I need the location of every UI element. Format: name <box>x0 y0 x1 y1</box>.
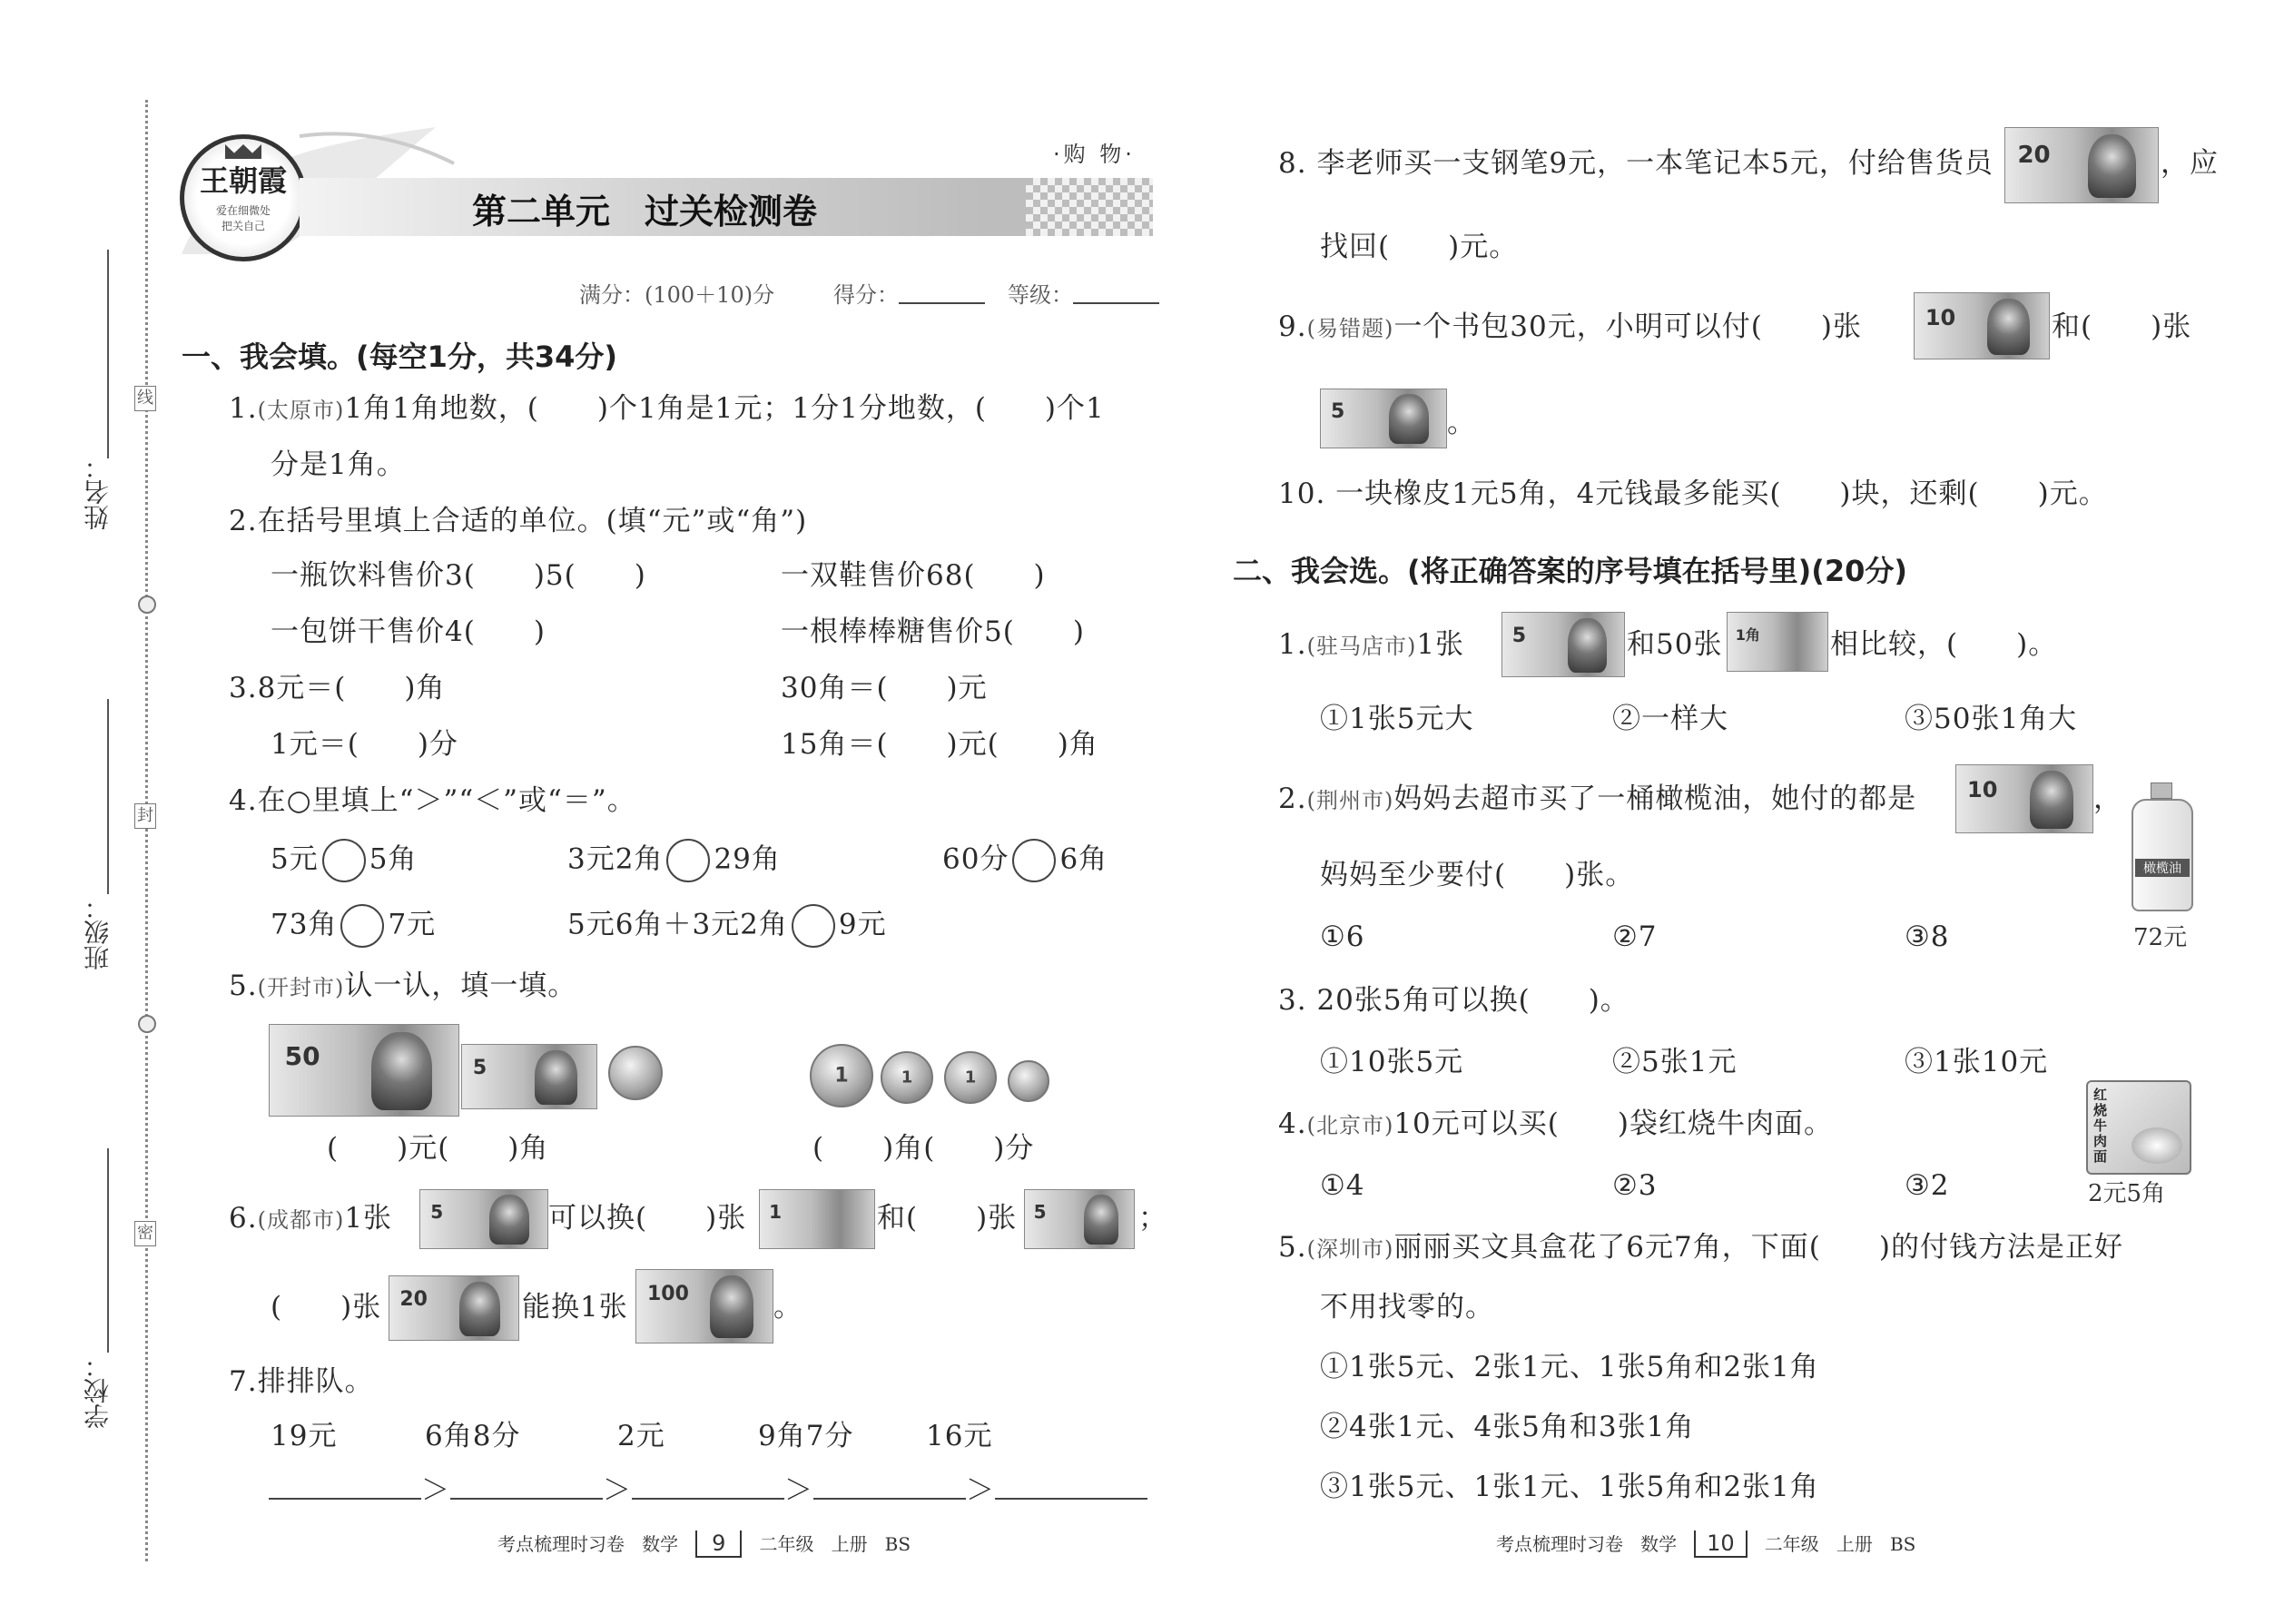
footer-right <box>1496 1530 1915 1558</box>
q6-number: 6. <box>229 1202 258 1235</box>
footer-series: 考点梳理时习卷 <box>497 1533 625 1555</box>
binding-hole-icon <box>138 595 156 614</box>
footer-volume: 上册 <box>1836 1533 1873 1555</box>
c2-text-2: ， <box>2093 782 2122 815</box>
banknote-value: 20 <box>2017 141 2051 169</box>
footer-subject: 数学 <box>642 1533 679 1555</box>
banknote-value: 50 <box>284 1041 320 1071</box>
coin-value: 1 <box>964 1068 977 1088</box>
footer-left <box>497 1530 911 1558</box>
compare-circle[interactable] <box>666 839 710 882</box>
q7-item: 19元 <box>271 1420 338 1452</box>
q4-compare-b <box>567 839 781 882</box>
q10-text[interactable]: 一块橡皮1元5角，4元钱最多能买( )块，还剩( )元。 <box>1335 477 2108 510</box>
checker-pattern <box>1026 178 1153 236</box>
c3-option-2[interactable]: ②5张1元 <box>1612 1046 1738 1078</box>
c5-text-1[interactable]: 丽丽买文具盒花了6元7角，下面( )的付钱方法是正好 <box>1393 1231 2123 1264</box>
q1-number: 1. <box>229 392 258 425</box>
class-label: 班级： <box>83 894 113 970</box>
c2-option-1[interactable]: ①6 <box>1320 920 1365 953</box>
q4-a-left: 5元 <box>271 842 319 876</box>
c4-text[interactable]: 10元可以买( )袋红烧牛肉面。 <box>1393 1107 1833 1140</box>
score-field[interactable] <box>899 302 985 304</box>
q4-text: 在○里填上“＞”“＜”或“＝”。 <box>257 784 636 817</box>
q6-line1 <box>229 1200 392 1238</box>
order-blank[interactable] <box>632 1469 784 1500</box>
q4-b-left: 3元2角 <box>567 842 664 876</box>
bottle-label: 橄榄油 <box>2135 859 2190 877</box>
q3-item-d[interactable]: 15角＝( )元( )角 <box>781 728 1098 761</box>
q7-item: 6角8分 <box>425 1420 521 1452</box>
q7-item: 2元 <box>617 1420 665 1452</box>
c1-text-2: 和50张 <box>1627 628 1723 661</box>
c5-option-1[interactable]: ①1张5元、2张1元、1张5角和2张1角 <box>1320 1351 1819 1383</box>
c1-source-tag: (驻马店市) <box>1306 634 1417 659</box>
coin-value: 1 <box>834 1064 849 1088</box>
q2-line <box>229 503 807 539</box>
q9-text-1[interactable]: 一个书包30元，小明可以付( )张 <box>1393 310 1862 343</box>
c1-text-3[interactable]: 相比较，( )。 <box>1830 628 2058 661</box>
q5-answer-right[interactable]: ( )角( )分 <box>812 1132 1035 1165</box>
compare-circle[interactable] <box>1012 839 1056 882</box>
banknote-value: 5 <box>1331 399 1345 423</box>
coin-1-jiao-icon <box>944 1051 997 1104</box>
q5-answer-left[interactable]: ( )元( )角 <box>327 1132 549 1165</box>
c2-price: 72元 <box>2133 924 2188 951</box>
banknote-value: 5 <box>472 1056 487 1079</box>
q4-number: 4. <box>229 784 258 817</box>
grade-label: 等级： <box>1008 282 1073 308</box>
q5-number: 5. <box>229 969 258 1002</box>
q4-e-left: 5元6角＋3元2角 <box>567 908 788 941</box>
coin-1-jiao-icon <box>608 1046 663 1100</box>
q4-compare-d <box>271 904 436 948</box>
c3-number: 3. <box>1278 984 1307 1017</box>
order-blank[interactable] <box>450 1469 603 1500</box>
compare-circle[interactable] <box>792 904 835 948</box>
q7-item: 16元 <box>926 1420 993 1452</box>
q4-a-right: 5角 <box>369 842 418 876</box>
banknote-value: 5 <box>1033 1200 1047 1223</box>
q7-item: 9角7分 <box>758 1420 854 1452</box>
school-line[interactable] <box>107 1148 109 1353</box>
footer-edition: BS <box>1889 1533 1916 1555</box>
logo-motto: 爱在细微处 <box>215 204 271 217</box>
coin-5-fen-icon <box>1008 1060 1049 1102</box>
page-number: 10 <box>1694 1530 1748 1558</box>
coin-1-yuan-icon <box>810 1044 873 1107</box>
q10-line <box>1278 476 2108 512</box>
c4-number: 4. <box>1278 1107 1307 1140</box>
cut-mark-tight: 密 <box>134 1221 156 1246</box>
footer-grade: 二年级 <box>759 1533 814 1555</box>
c5-text-2: 不用找零的。 <box>1320 1291 1494 1324</box>
c3-line <box>1278 982 1629 1019</box>
c3-option-3[interactable]: ③1张10元 <box>1905 1046 2049 1078</box>
greater-than: ＞ <box>784 1474 813 1507</box>
q9-source-tag: (易错题) <box>1306 316 1394 341</box>
footer-grade: 二年级 <box>1764 1533 1819 1555</box>
crown-icon <box>225 144 261 159</box>
c2-source-tag: (荆州市) <box>1306 788 1394 813</box>
c1-line <box>1278 626 1464 664</box>
olive-oil-bottle-icon <box>2132 782 2191 910</box>
q5-line <box>229 968 576 1006</box>
banknote-10-yuan-icon <box>1914 292 2050 359</box>
greater-than: ＞ <box>603 1474 632 1507</box>
footer-subject: 数学 <box>1640 1533 1678 1555</box>
name-label: 姓名： <box>83 454 113 530</box>
compare-circle[interactable] <box>340 904 384 948</box>
q7-line <box>229 1363 374 1400</box>
c4-option-2[interactable]: ②3 <box>1612 1169 1658 1202</box>
q9-text-3: 。 <box>1447 407 1476 439</box>
q4-b-right: 29角 <box>714 842 781 876</box>
banknote-1-jiao-icon <box>1727 612 1828 672</box>
banknote-50-yuan-icon <box>269 1024 459 1117</box>
c4-price: 2元5角 <box>2088 1180 2166 1207</box>
topic-label: ·购 物· <box>1053 142 1136 167</box>
section-1-title: 一、我会填。(每空1分，共34分) <box>182 340 618 374</box>
q5-text: 认一认，填一填。 <box>344 969 577 1002</box>
binding-dotted-line <box>145 100 148 1561</box>
c2-option-2[interactable]: ②7 <box>1612 920 1658 953</box>
q6-text-6: 能换1张 <box>522 1291 628 1324</box>
c4-option-3[interactable]: ③2 <box>1905 1169 1950 1202</box>
c3-option-1[interactable]: ①10张5元 <box>1320 1046 1464 1078</box>
footer-edition: BS <box>884 1533 911 1555</box>
q7-number: 7. <box>229 1365 258 1398</box>
c5-option-2[interactable]: ②4张1元、4张5角和3张1角 <box>1320 1411 1695 1443</box>
logo-brand: 王朝霞 <box>199 163 287 198</box>
q6-text-5[interactable]: ( )张 <box>271 1291 382 1324</box>
q6-text-2[interactable]: 可以换( )张 <box>548 1202 747 1235</box>
c3-text[interactable]: 20张5角可以换( )。 <box>1316 984 1629 1017</box>
q3-item-a[interactable]: 8元＝( )角 <box>257 672 446 704</box>
q10-number: 10. <box>1278 477 1326 510</box>
grade-field[interactable] <box>1073 302 1159 304</box>
banknote-value: 100 <box>647 1283 689 1306</box>
q8-number: 8. <box>1278 147 1307 180</box>
full-score: 满分：(100＋10)分 <box>579 282 775 308</box>
footer-series: 考点梳理时习卷 <box>1496 1533 1623 1555</box>
banknote-value: 1角 <box>1735 625 1760 644</box>
q4-compare-a <box>271 839 417 882</box>
banknote-100-yuan-icon <box>635 1269 773 1343</box>
order-blank[interactable] <box>813 1469 966 1500</box>
q4-compare-c <box>942 839 1108 882</box>
banknote-10-yuan-icon <box>1955 764 2093 833</box>
logo-badge <box>180 134 307 261</box>
q6-source-tag: (成都市) <box>257 1207 345 1233</box>
q6-text-3[interactable]: 和( )张 <box>877 1202 1018 1235</box>
q8-text-1: 李老师买一支钢笔9元，一本笔记本5元，付给售货员 <box>1316 147 1994 180</box>
banknote-value: 1 <box>769 1200 782 1223</box>
q4-d-left: 73角 <box>271 908 338 941</box>
order-blank[interactable] <box>269 1469 421 1500</box>
q4-line <box>229 782 636 819</box>
banknote-5-yuan-icon <box>1501 612 1625 677</box>
q7-order-row <box>269 1469 1147 1509</box>
score-label: 得分： <box>833 282 899 308</box>
c5-line <box>1278 1229 2123 1267</box>
q1-source-tag: (太原市) <box>257 398 345 423</box>
c1-number: 1. <box>1278 628 1307 661</box>
logo-motto-2: 把关自己 <box>221 220 265 232</box>
coin-1-jiao-icon <box>881 1051 933 1104</box>
q3-number: 3. <box>229 672 258 704</box>
c1-option-2[interactable]: ②一样大 <box>1612 703 1728 735</box>
page-number: 9 <box>695 1530 742 1558</box>
banknote-20-yuan-icon <box>2004 127 2159 203</box>
q2-text: 在括号里填上合适的单位。(填“元”或“角”) <box>257 505 808 537</box>
c4-source-tag: (北京市) <box>1306 1113 1394 1138</box>
greater-than: ＞ <box>421 1474 450 1507</box>
q6-text-7: 。 <box>773 1291 802 1324</box>
q1-line1 <box>229 390 1105 428</box>
q6-text-4: ； <box>1138 1202 1167 1235</box>
q9-text-2[interactable]: 和( )张 <box>2052 310 2192 343</box>
q2-item-c[interactable]: 一包饼干售价4( ) <box>271 615 546 648</box>
c4-line <box>1278 1106 1833 1144</box>
c2-number: 2. <box>1278 782 1307 815</box>
footer-volume: 上册 <box>831 1533 868 1555</box>
c5-number: 5. <box>1278 1231 1307 1264</box>
greater-than: ＞ <box>966 1474 995 1507</box>
q1-text[interactable]: 1角1角地数，( )个1角是1元；1分1分地数，( )个1 <box>344 392 1105 425</box>
class-line[interactable] <box>107 699 109 894</box>
q7-text: 排排队。 <box>257 1365 374 1398</box>
q2-item-a[interactable]: 一瓶饮料售价3( )5( ) <box>271 559 646 592</box>
school-label: 学校： <box>83 1353 113 1429</box>
q4-c-left: 60分 <box>942 842 1009 876</box>
c1-option-3[interactable]: ③50张1角大 <box>1905 703 2078 735</box>
c1-text-1: 1张 <box>1416 628 1465 661</box>
name-line[interactable] <box>107 250 109 458</box>
banknote-value: 10 <box>1967 777 1998 803</box>
binding-hole-icon <box>138 1015 156 1033</box>
q3-item-c[interactable]: 1元＝( )分 <box>271 728 458 761</box>
q6-text-1: 1张 <box>344 1202 393 1235</box>
q4-d-right: 7元 <box>388 908 437 941</box>
q4-c-right: 6角 <box>1059 842 1108 876</box>
banknote-value: 5 <box>1511 624 1527 647</box>
banknote-5-yuan-icon <box>1320 389 1447 448</box>
banknote-5-jiao-icon <box>1024 1189 1135 1249</box>
c5-option-3[interactable]: ③1张5元、1张1元、1张5角和2张1角 <box>1320 1471 1819 1503</box>
c1-option-1[interactable]: ①1张5元大 <box>1320 703 1474 735</box>
order-blank[interactable] <box>995 1469 1147 1500</box>
noodle-pack-label: 红烧牛肉面 <box>2093 1087 2108 1165</box>
compare-circle[interactable] <box>322 839 366 882</box>
c4-option-1[interactable]: ①4 <box>1320 1169 1365 1202</box>
banknote-1-yuan-icon <box>759 1189 875 1249</box>
q4-e-right: 9元 <box>838 908 887 941</box>
page-title: 第二单元 过关检测卷 <box>472 192 818 231</box>
c2-line <box>1278 781 1916 819</box>
coin-value: 1 <box>901 1068 913 1088</box>
noodle-pack-icon <box>2086 1080 2191 1175</box>
cut-mark-seal: 封 <box>134 803 156 829</box>
cut-mark-line: 线 <box>134 386 156 411</box>
q8-text-3[interactable]: 找回( )元。 <box>1320 231 1519 263</box>
q3-line-a <box>229 670 446 706</box>
q3-item-b[interactable]: 30角＝( )元 <box>781 672 988 704</box>
q4-compare-e <box>567 904 887 948</box>
banknote-value: 20 <box>399 1287 428 1311</box>
section-2-title: 二、我会选。(将正确答案的序号填在括号里)(20分) <box>1233 554 1908 588</box>
q2-item-b[interactable]: 一双鞋售价68( ) <box>781 559 1046 592</box>
q1-line2: 分是1角。 <box>271 448 406 481</box>
banknote-5-jiao-icon <box>461 1044 597 1109</box>
q8-line1 <box>1278 145 1994 182</box>
banknote-5-yuan-icon <box>419 1189 548 1249</box>
q5-source-tag: (开封市) <box>257 975 345 1000</box>
q2-item-d[interactable]: 一根棒棒糖售价5( ) <box>781 615 1085 648</box>
banknote-value: 10 <box>1925 304 1956 330</box>
c2-option-3[interactable]: ③8 <box>1905 920 1950 953</box>
c2-text-3[interactable]: 妈妈至少要付( )张。 <box>1320 859 1635 891</box>
banknote-20-yuan-icon <box>389 1275 519 1341</box>
q2-number: 2. <box>229 505 258 537</box>
c5-source-tag: (深圳市) <box>1306 1236 1394 1262</box>
q9-number: 9. <box>1278 310 1307 343</box>
q8-text-2: ，应 <box>2161 147 2219 180</box>
banknote-value: 5 <box>430 1200 444 1223</box>
c2-text-1: 妈妈去超市买了一桶橄榄油，她付的都是 <box>1393 782 1917 815</box>
q9-line1 <box>1278 309 1862 347</box>
